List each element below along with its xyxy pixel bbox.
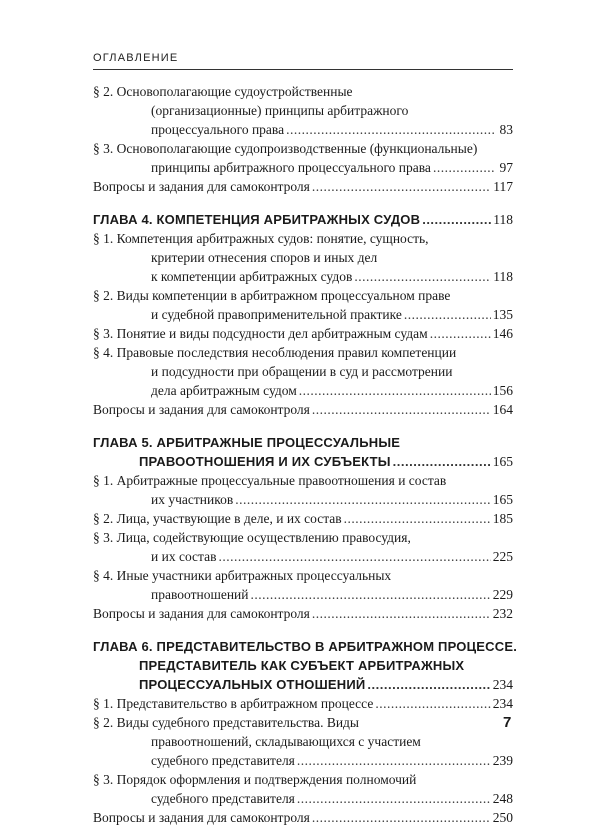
toc-entry-last-line	[93, 751, 513, 770]
toc-entry-text-line: судебного представителя	[151, 753, 295, 768]
toc-entry-last-line	[93, 267, 513, 286]
section-gap	[93, 623, 513, 637]
dot-leader	[235, 490, 491, 509]
dot-leader	[297, 751, 491, 770]
toc-entry-text-line: ПРЕДСТАВИТЕЛЬ КАК СУБЪЕКТ АРБИТРАЖНЫХ	[139, 658, 465, 673]
dot-leader	[297, 789, 491, 808]
toc-entry-last-line	[93, 585, 513, 604]
toc-entry-text-line: § 1. Арбитражные процессуальные правоотношения и состав	[93, 473, 447, 488]
toc-entry-last-line	[93, 400, 513, 419]
toc-page-number: 118	[493, 269, 513, 284]
toc-entry-last-line	[93, 694, 513, 713]
toc-entry-text-line: § 1. Компетенция арбитражных судов: понятие, сущность,	[93, 231, 429, 246]
toc-entry-text-line: § 3. Лица, содействующие осуществлению правосудия,	[93, 530, 411, 545]
section-gap	[93, 196, 513, 210]
toc-entry-text-line: и подсудности при обращении в суд и рассмотрении	[151, 364, 453, 379]
dot-leader	[251, 585, 491, 604]
toc-entry-last-line	[93, 675, 513, 694]
toc-entry[interactable]	[93, 713, 513, 770]
toc-entry-text-line: § 2. Лица, участвующие в деле, и их состав	[93, 511, 342, 526]
toc-entry-text-line: критерии отнесения споров и иных дел	[151, 250, 378, 265]
toc-chapter-entry[interactable]	[93, 433, 513, 471]
dot-leader	[218, 547, 490, 566]
dot-leader	[422, 210, 491, 229]
dot-leader	[344, 509, 491, 528]
dot-leader	[312, 177, 491, 196]
toc-entry-text-line: (организационные) принципы арбитражного	[151, 103, 409, 118]
toc-page-number: 165	[492, 492, 513, 507]
toc-entry-text-line: процессуального права	[151, 122, 285, 137]
toc-page-number: 83	[499, 122, 513, 137]
toc-page-number: 250	[492, 810, 513, 825]
toc-entry[interactable]	[93, 471, 513, 509]
toc-entry-text-line: ПРОЦЕССУАЛЬНЫХ ОТНОШЕНИЙ	[139, 677, 366, 692]
toc-page-number: 165	[492, 454, 513, 469]
toc-page-number: 156	[492, 383, 513, 398]
dot-leader	[286, 120, 495, 139]
toc-entry[interactable]	[93, 604, 513, 623]
section-gap	[93, 419, 513, 433]
toc-entry-text-line: ГЛАВА 5. АРБИТРАЖНЫЕ ПРОЦЕССУАЛЬНЫЕ	[93, 435, 401, 450]
toc-entry-last-line	[93, 604, 513, 623]
toc-page-number: 135	[492, 307, 513, 322]
toc-entry[interactable]	[93, 139, 513, 177]
toc-entry[interactable]	[93, 286, 513, 324]
toc-entry[interactable]	[93, 229, 513, 286]
toc-page-number: 225	[492, 549, 513, 564]
running-header: ОГЛАВЛЕНИЕ	[93, 52, 179, 64]
toc-entry-text-line: Вопросы и задания для самоконтроля	[93, 179, 310, 194]
toc-entry-text-line: § 3. Понятие и виды подсудности дел арбитражным судам	[93, 326, 428, 341]
toc-entry-text-line: Вопросы и задания для самоконтроля	[93, 810, 310, 825]
toc-page-number: 229	[492, 587, 513, 602]
toc-page-number: 117	[493, 179, 513, 194]
toc-entry-text-line: § 3. Порядок оформления и подтверждения полномочий	[93, 772, 417, 787]
dot-leader	[312, 808, 491, 827]
toc-page-number: 185	[492, 511, 513, 526]
toc-entry-last-line	[93, 808, 513, 827]
toc-entry[interactable]	[93, 343, 513, 400]
toc-entry[interactable]	[93, 694, 513, 713]
toc-page-number: 234	[492, 677, 513, 692]
toc-entry-text-line: § 2. Виды судебного представительства. Виды	[93, 715, 359, 730]
dot-leader	[393, 452, 491, 471]
toc-entry-text-line: § 1. Представительство в арбитражном процессе	[93, 696, 374, 711]
dot-leader	[299, 381, 491, 400]
toc-entry-text-line: § 4. Правовые последствия несоблюдения правил компетенции	[93, 345, 457, 360]
toc-entry-last-line	[93, 210, 513, 229]
toc-entry-text-line: ПРАВООТНОШЕНИЯ И ИХ СУБЪЕКТЫ	[139, 454, 391, 469]
toc-entry-text-line: ГЛАВА 6. ПРЕДСТАВИТЕЛЬСТВО В АРБИТРАЖНОМ ПРОЦЕССЕ.	[93, 639, 518, 654]
toc-entry-text-line: и их состав	[151, 549, 217, 564]
toc-entry-last-line	[93, 120, 513, 139]
toc-page-number: 97	[499, 160, 513, 175]
toc-entry-text-line: их участников	[151, 492, 234, 507]
toc-entry[interactable]	[93, 566, 513, 604]
toc-entry-last-line	[93, 381, 513, 400]
toc-page-number: 239	[492, 753, 513, 768]
toc-entry[interactable]	[93, 770, 513, 808]
toc-entry-last-line	[93, 490, 513, 509]
toc-entry[interactable]	[93, 509, 513, 528]
toc-page-number: 118	[493, 212, 513, 227]
toc-entry[interactable]	[93, 324, 513, 343]
toc-entry-text-line: Вопросы и задания для самоконтроля	[93, 402, 310, 417]
page-number: 7	[503, 714, 512, 731]
toc-entry-last-line	[93, 452, 513, 471]
toc-entry[interactable]	[93, 400, 513, 419]
toc-entry-text-line: принципы арбитражного процессуального права	[151, 160, 431, 175]
toc-page-number: 234	[492, 696, 513, 711]
toc-entry-text-line: § 4. Иные участники арбитражных процессуальных	[93, 568, 392, 583]
toc-entry-text-line: правоотношений, складывающихся с участием	[151, 734, 421, 749]
dot-leader	[404, 305, 491, 324]
toc-entry-text-line: § 3. Основополагающие судопроизводственные (функциональные)	[93, 141, 478, 156]
dot-leader	[312, 604, 491, 623]
toc-entry[interactable]	[93, 528, 513, 566]
toc-entry-last-line	[93, 547, 513, 566]
toc-page-number: 232	[492, 606, 513, 621]
toc-page-number: 248	[492, 791, 513, 806]
toc-entry-text-line: и судебной правоприменительной практике	[151, 307, 402, 322]
dot-leader	[354, 267, 491, 286]
toc-entry-text-line: § 2. Основополагающие судоустройственные	[93, 84, 353, 99]
toc-chapter-entry[interactable]	[93, 637, 518, 694]
toc-entry[interactable]	[93, 82, 513, 139]
toc-entry-last-line	[93, 324, 513, 343]
toc-entry-text-line: § 2. Виды компетенции в арбитражном процессуальном праве	[93, 288, 451, 303]
toc-entry-last-line	[93, 789, 513, 808]
toc-entry-text-line: судебного представителя	[151, 791, 295, 806]
toc-entry-text-line: правоотношений	[151, 587, 249, 602]
toc-entry-text-line: Вопросы и задания для самоконтроля	[93, 606, 310, 621]
dot-leader	[430, 324, 491, 343]
toc-page-number: 164	[492, 402, 513, 417]
toc-entry-last-line	[93, 305, 513, 324]
toc-entry-text-line: дела арбитражным судом	[151, 383, 297, 398]
dot-leader	[433, 158, 495, 177]
table-of-contents	[93, 82, 518, 827]
toc-entry-last-line	[93, 158, 513, 177]
dot-leader	[312, 400, 491, 419]
toc-entry-last-line	[93, 509, 513, 528]
toc-entry[interactable]	[93, 808, 513, 827]
dot-leader	[367, 675, 490, 694]
header-rule	[93, 69, 513, 70]
dot-leader	[375, 694, 490, 713]
toc-entry-text-line: ГЛАВА 4. КОМПЕТЕНЦИЯ АРБИТРАЖНЫХ СУДОВ	[93, 212, 421, 227]
toc-entry-last-line	[93, 177, 513, 196]
toc-entry-text-line: к компетенции арбитражных судов	[151, 269, 353, 284]
toc-entry[interactable]	[93, 177, 513, 196]
toc-page-number: 146	[492, 326, 513, 341]
toc-chapter-entry[interactable]	[93, 210, 513, 229]
